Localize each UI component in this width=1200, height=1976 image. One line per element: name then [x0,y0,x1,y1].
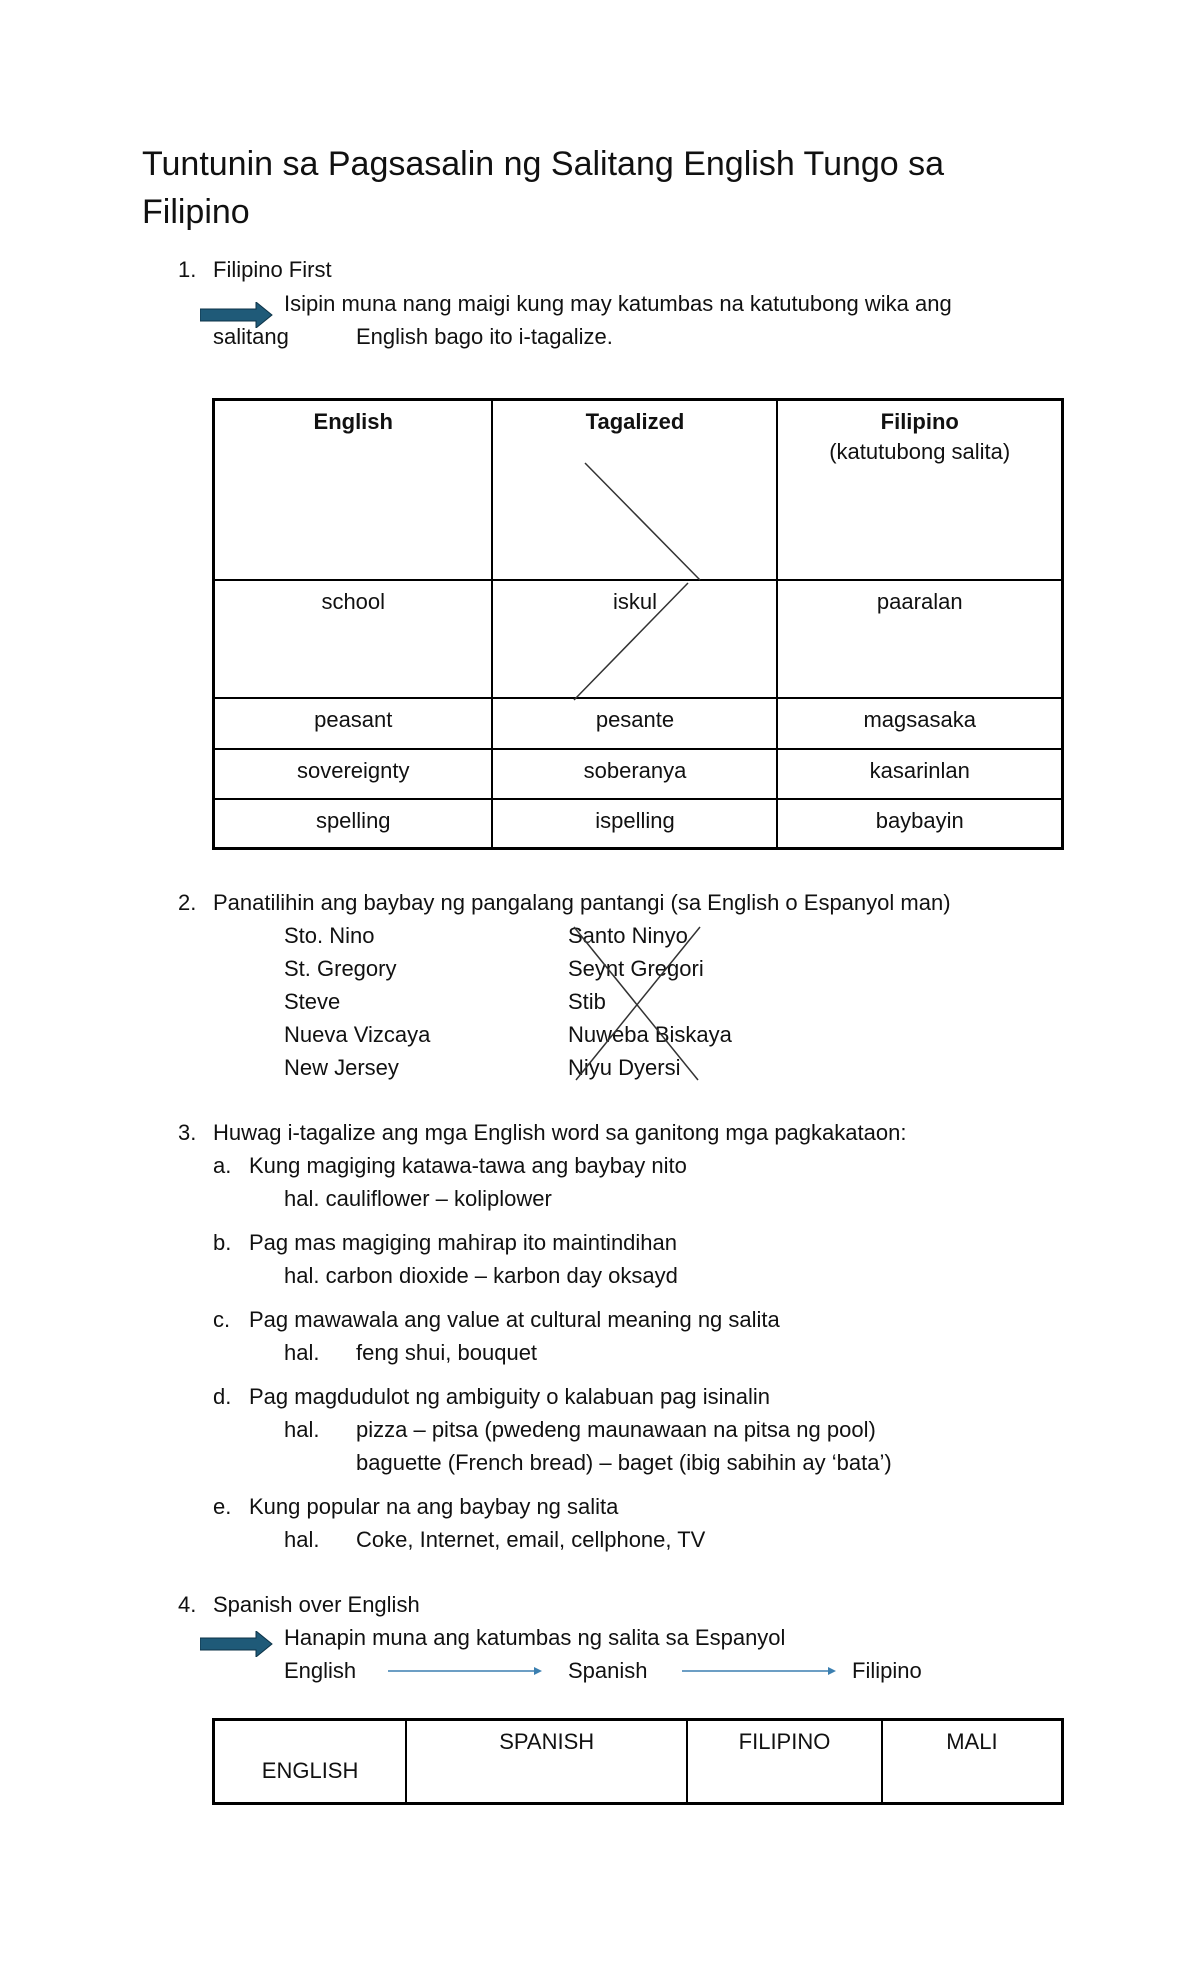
rule3-item-example: Coke, Internet, email, cellphone, TV [356,1527,706,1552]
table-row [214,749,1063,799]
rule1-note-line1: Isipin muna nang maigi kung may katumbas na katutubong wika ang [284,291,952,316]
header-filipino-sub: (katutubong salita) [829,439,1011,464]
rule3-item-example: feng shui, bouquet [356,1340,538,1365]
title-line-1: Tuntunin sa Pagsasalin ng Salitang English Tungo sa [142,145,945,183]
cell-filipino: kasarinlan [777,749,1062,799]
rule3-heading: Huwag i-tagalize ang mga English word sa ganitong mga pagkakataon: [213,1120,907,1145]
rule3-item-letter: a. [213,1153,232,1178]
cell-english: sovereignty [214,749,493,799]
proper-name-original: Sto. Nino [284,923,375,948]
proper-name-original: Nueva Vizcaya [284,1022,431,1047]
rule3-item-letter: c. [213,1307,231,1332]
page-title [142,140,944,236]
flow-english: English [284,1658,357,1683]
rule3-item-letter: d. [213,1384,232,1409]
rule2-number: 2. [178,890,197,915]
cell-tagalized: soberanya [492,749,777,799]
rule4-note: Hanapin muna ang katumbas ng salita sa Espanyol [284,1625,786,1650]
flow-arrow-icon [386,1664,544,1678]
cell-english: spelling [214,799,493,849]
right-arrow-icon [200,1631,274,1657]
rule3-item-text: Kung magiging katawa-tawa ang baybay nito [249,1153,687,1178]
rule4-heading: Spanish over English [213,1592,420,1617]
rule3-item-example: hal. cauliflower – koliplower [284,1186,552,1211]
table-header-row [214,400,1063,580]
rule2-heading: Panatilihin ang baybay ng pangalang pantangi (sa English o Espanyol man) [213,890,951,915]
cell-tagalized: pesante [492,698,777,749]
rule3-item-text: Pag mas magiging mahirap ito maintindihan [249,1230,678,1255]
rule3-item-text: Kung popular na ang baybay ng salita [249,1494,619,1519]
cell-english: peasant [214,698,493,749]
rule1-heading: Filipino First [213,257,332,282]
header-english: ENGLISH [214,1720,407,1804]
rule1-number: 1. [178,257,197,282]
title-line-2: Filipino [142,193,250,231]
table-row [214,698,1063,749]
rule3-number: 3. [178,1120,197,1145]
cell-filipino: baybayin [777,799,1062,849]
rule1-note-line2-start: salitang [213,324,289,349]
rule3-item-letter: b. [213,1230,232,1255]
header-filipino [777,400,1062,580]
rule4-number: 4. [178,1592,197,1617]
proper-name-tagalized: Niyu Dyersi [568,1055,681,1080]
table-row [214,799,1063,849]
proper-name-original: St. Gregory [284,956,397,981]
cell-tagalized: ispelling [492,799,777,849]
flow-filipino: Filipino [852,1658,922,1683]
rule3-item-example: hal. carbon dioxide – karbon day oksayd [284,1263,678,1288]
proper-name-original: Steve [284,989,341,1014]
header-tagalized: Tagalized [492,400,777,580]
proper-name-tagalized: Seynt Gregori [568,956,704,981]
spanish-table [212,1718,1064,1805]
flow-arrow-icon [680,1664,838,1678]
proper-name-original: New Jersey [284,1055,399,1080]
header-filipino: FILIPINO [687,1720,882,1804]
table-row [214,580,1063,698]
rule3-item-letter: e. [213,1494,232,1519]
cell-tagalized: iskul [492,580,777,698]
rule3-item-example: pizza – pitsa (pwedeng maunawaan na pitsa ng pool) [356,1417,876,1442]
rule1-note-line2-end: English bago ito i-tagalize. [356,324,613,349]
header-mali: MALI [882,1720,1063,1804]
rule3-example-label: hal. [284,1417,320,1442]
header-spanish: SPANISH [406,1720,687,1804]
rule3-item-text: Pag magdudulot ng ambiguity o kalabuan pag isinalin [249,1384,771,1409]
header-filipino-label: Filipino [880,409,959,434]
translation-table [212,398,1064,850]
rule3-item-text: Pag mawawala ang value at cultural meaning ng salita [249,1307,780,1332]
flow-spanish: Spanish [568,1658,648,1683]
proper-name-tagalized: Nuweba Biskaya [568,1022,732,1047]
proper-name-tagalized: Santo Ninyo [568,923,688,948]
rule3-item-example: baguette (French bread) – baget (ibig sabihin ay ‘bata’) [356,1450,892,1475]
cell-filipino: magsasaka [777,698,1062,749]
rule3-example-label: hal. [284,1527,320,1552]
table-header-row [214,1720,1063,1804]
cell-english: school [214,580,493,698]
header-english: English [214,400,493,580]
rule3-example-label: hal. [284,1340,320,1365]
cell-filipino: paaralan [777,580,1062,698]
proper-name-tagalized: Stib [568,989,606,1014]
